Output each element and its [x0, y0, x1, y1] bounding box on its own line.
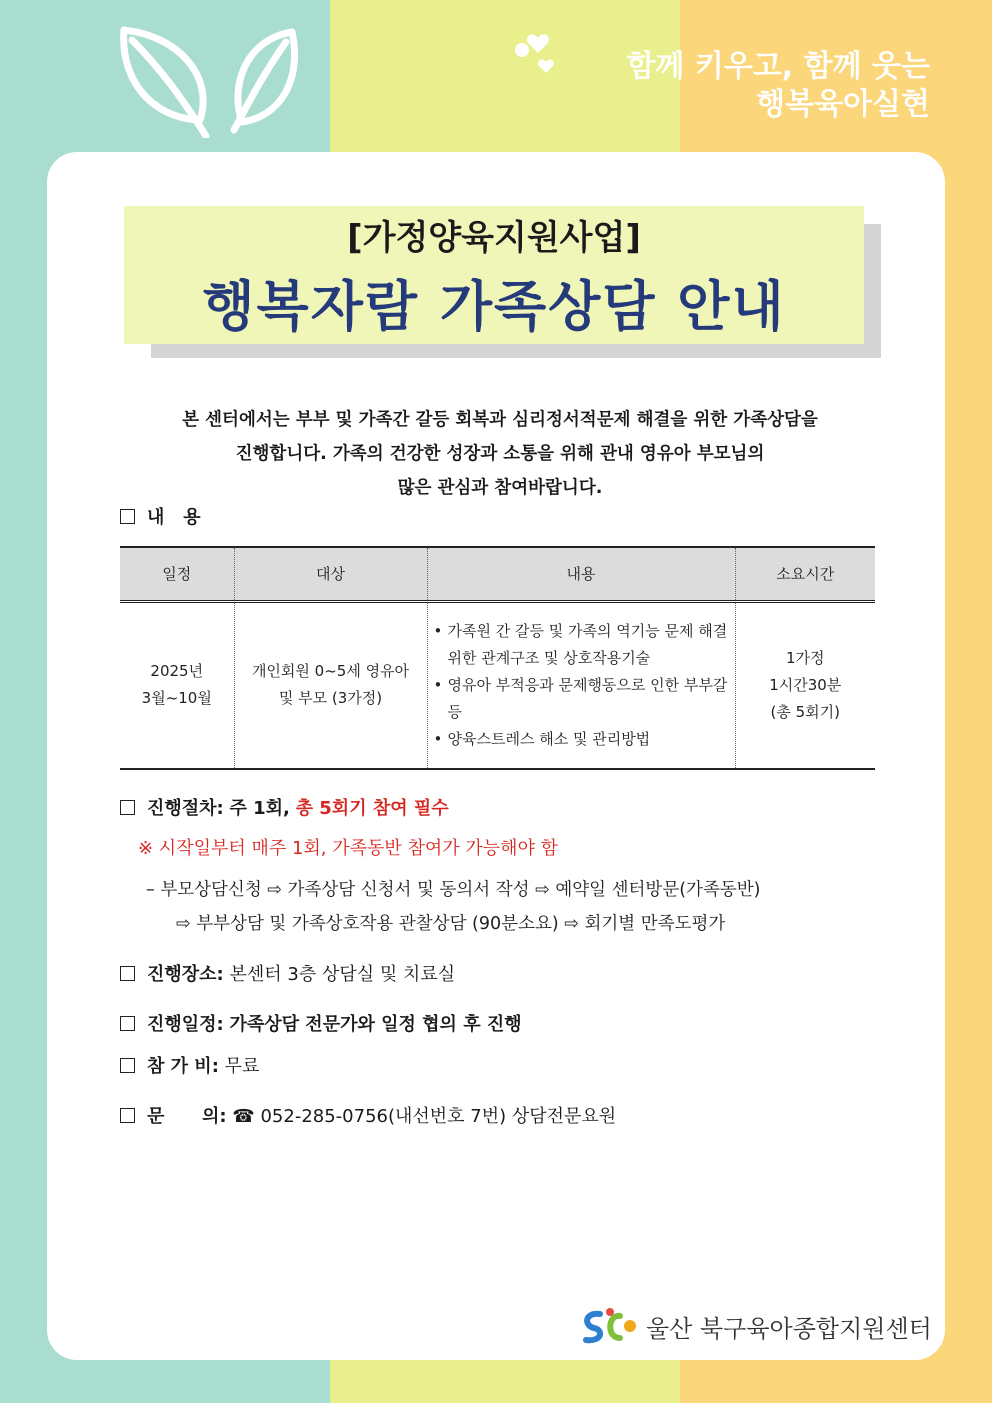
org-logo	[580, 1306, 932, 1346]
schedule-value: 가족상담 전문가와 일정 협의 후 진행	[229, 1014, 522, 1035]
contact-label: 문 의:	[147, 1106, 227, 1127]
table-header-schedule: 일정	[120, 547, 234, 601]
section-content-label: 내 용	[147, 507, 201, 528]
checkbox-square-icon	[120, 1016, 135, 1031]
fee-label: 참 가 비:	[147, 1056, 219, 1077]
slogan-line-2: 행복육아실현	[756, 87, 930, 122]
checkbox-square-icon	[120, 966, 135, 981]
checkbox-square-icon	[120, 1108, 135, 1123]
program-table	[120, 546, 875, 770]
content-bullet-1: • 가족원 간 갈등 및 가족의 역기능 문제 해결 위한 관계구조 및 상호작용기술	[434, 618, 731, 672]
cell-duration	[735, 601, 875, 769]
org-logo-mark-icon	[580, 1306, 640, 1346]
leaf-decoration-icon	[110, 18, 330, 138]
org-name: 울산 북구육아종합지원센터	[646, 1314, 932, 1343]
title-subheading: [가정양육지원사업]	[347, 218, 641, 258]
phone-icon: ☎	[232, 1106, 255, 1127]
place-value: 본센터 3층 상담실 및 치료실	[229, 964, 456, 985]
checkbox-square-icon	[120, 509, 135, 524]
procedure-flow-line-1: – 부모상담신청 ⇨ 가족상담 신청서 및 동의서 작성 ⇨ 예약일 센터방문(가족동반)	[146, 880, 761, 900]
cell-schedule	[120, 601, 234, 769]
section-fee	[120, 1052, 259, 1078]
place-label: 진행장소:	[147, 964, 224, 985]
content-text-1: 가족원 간 갈등 및 가족의 역기능 문제 해결 위한 관계구조 및 상호작용기술	[447, 621, 728, 667]
table-header-target: 대상	[234, 547, 427, 601]
content-text-2: 영유아 부적응과 문제행동으로 인한 부부갈등	[447, 675, 728, 721]
content-bullet-3: • 양육스트레스 해소 및 관리방법	[434, 726, 731, 753]
checkbox-square-icon	[120, 1058, 135, 1073]
procedure-note: ※ 시작일부터 매주 1회, 가족동반 참여가 가능해야 함	[138, 838, 559, 859]
procedure-flow-line-2: ⇨ 부부상담 및 가족상호작용 관찰상담 (90분소요) ⇨ 회기별 만족도평가	[176, 914, 726, 934]
section-content-heading	[120, 503, 201, 529]
content-bullet-2: • 영유아 부적응과 문제행동으로 인한 부부갈등	[434, 672, 731, 726]
procedure-label: 진행절차:	[147, 798, 224, 819]
section-place	[120, 960, 455, 986]
slogan-line-1: 함께 키우고, 함께 웃는	[626, 49, 930, 84]
content-text-3: 양육스트레스 해소 및 관리방법	[447, 729, 651, 748]
schedule-label: 진행일정:	[147, 1014, 224, 1035]
intro-line-2: 진행합니다. 가족의 건강한 성장과 소통을 위해 관내 영유아 부모님의	[235, 444, 765, 464]
slogan	[626, 48, 930, 124]
duration-line-2: 1시간30분	[769, 675, 842, 694]
duration-line-1: 1가정	[785, 648, 825, 667]
section-contact	[120, 1102, 616, 1128]
section-schedule	[120, 1010, 522, 1036]
procedure-required: 총 5회기 참여 필수	[295, 798, 449, 819]
duration-line-3: (총 5회기)	[770, 702, 840, 721]
intro-line-3: 많은 관심과 참여바랍니다.	[397, 478, 603, 498]
table-header-row	[120, 547, 875, 601]
contact-value: 052-285-0756(내선번호 7번) 상담전문요원	[260, 1106, 617, 1127]
schedule-months: 3월~10월	[141, 689, 212, 708]
table-row	[120, 601, 875, 769]
hearts-icon	[508, 26, 568, 76]
fee-value: 무료	[224, 1056, 260, 1077]
schedule-year: 2025년	[150, 662, 204, 681]
target-line-2: 및 부모 (3가정)	[278, 689, 383, 708]
cell-content	[427, 601, 735, 769]
target-line-1: 개인회원 0~5세 영유아	[251, 662, 410, 681]
table-header-duration: 소요시간	[735, 547, 875, 601]
page-title: 행복자람 가족상담 안내	[202, 275, 786, 338]
cell-target	[234, 601, 427, 769]
table-header-content: 내용	[427, 547, 735, 601]
checkbox-square-icon	[120, 800, 135, 815]
intro-paragraph	[100, 403, 900, 505]
section-procedure	[120, 794, 449, 820]
intro-line-1: 본 센터에서는 부부 및 가족간 갈등 회복과 심리정서적문제 해결을 위한 가족상담을	[182, 410, 818, 430]
procedure-value: 주 1회,	[229, 798, 290, 819]
